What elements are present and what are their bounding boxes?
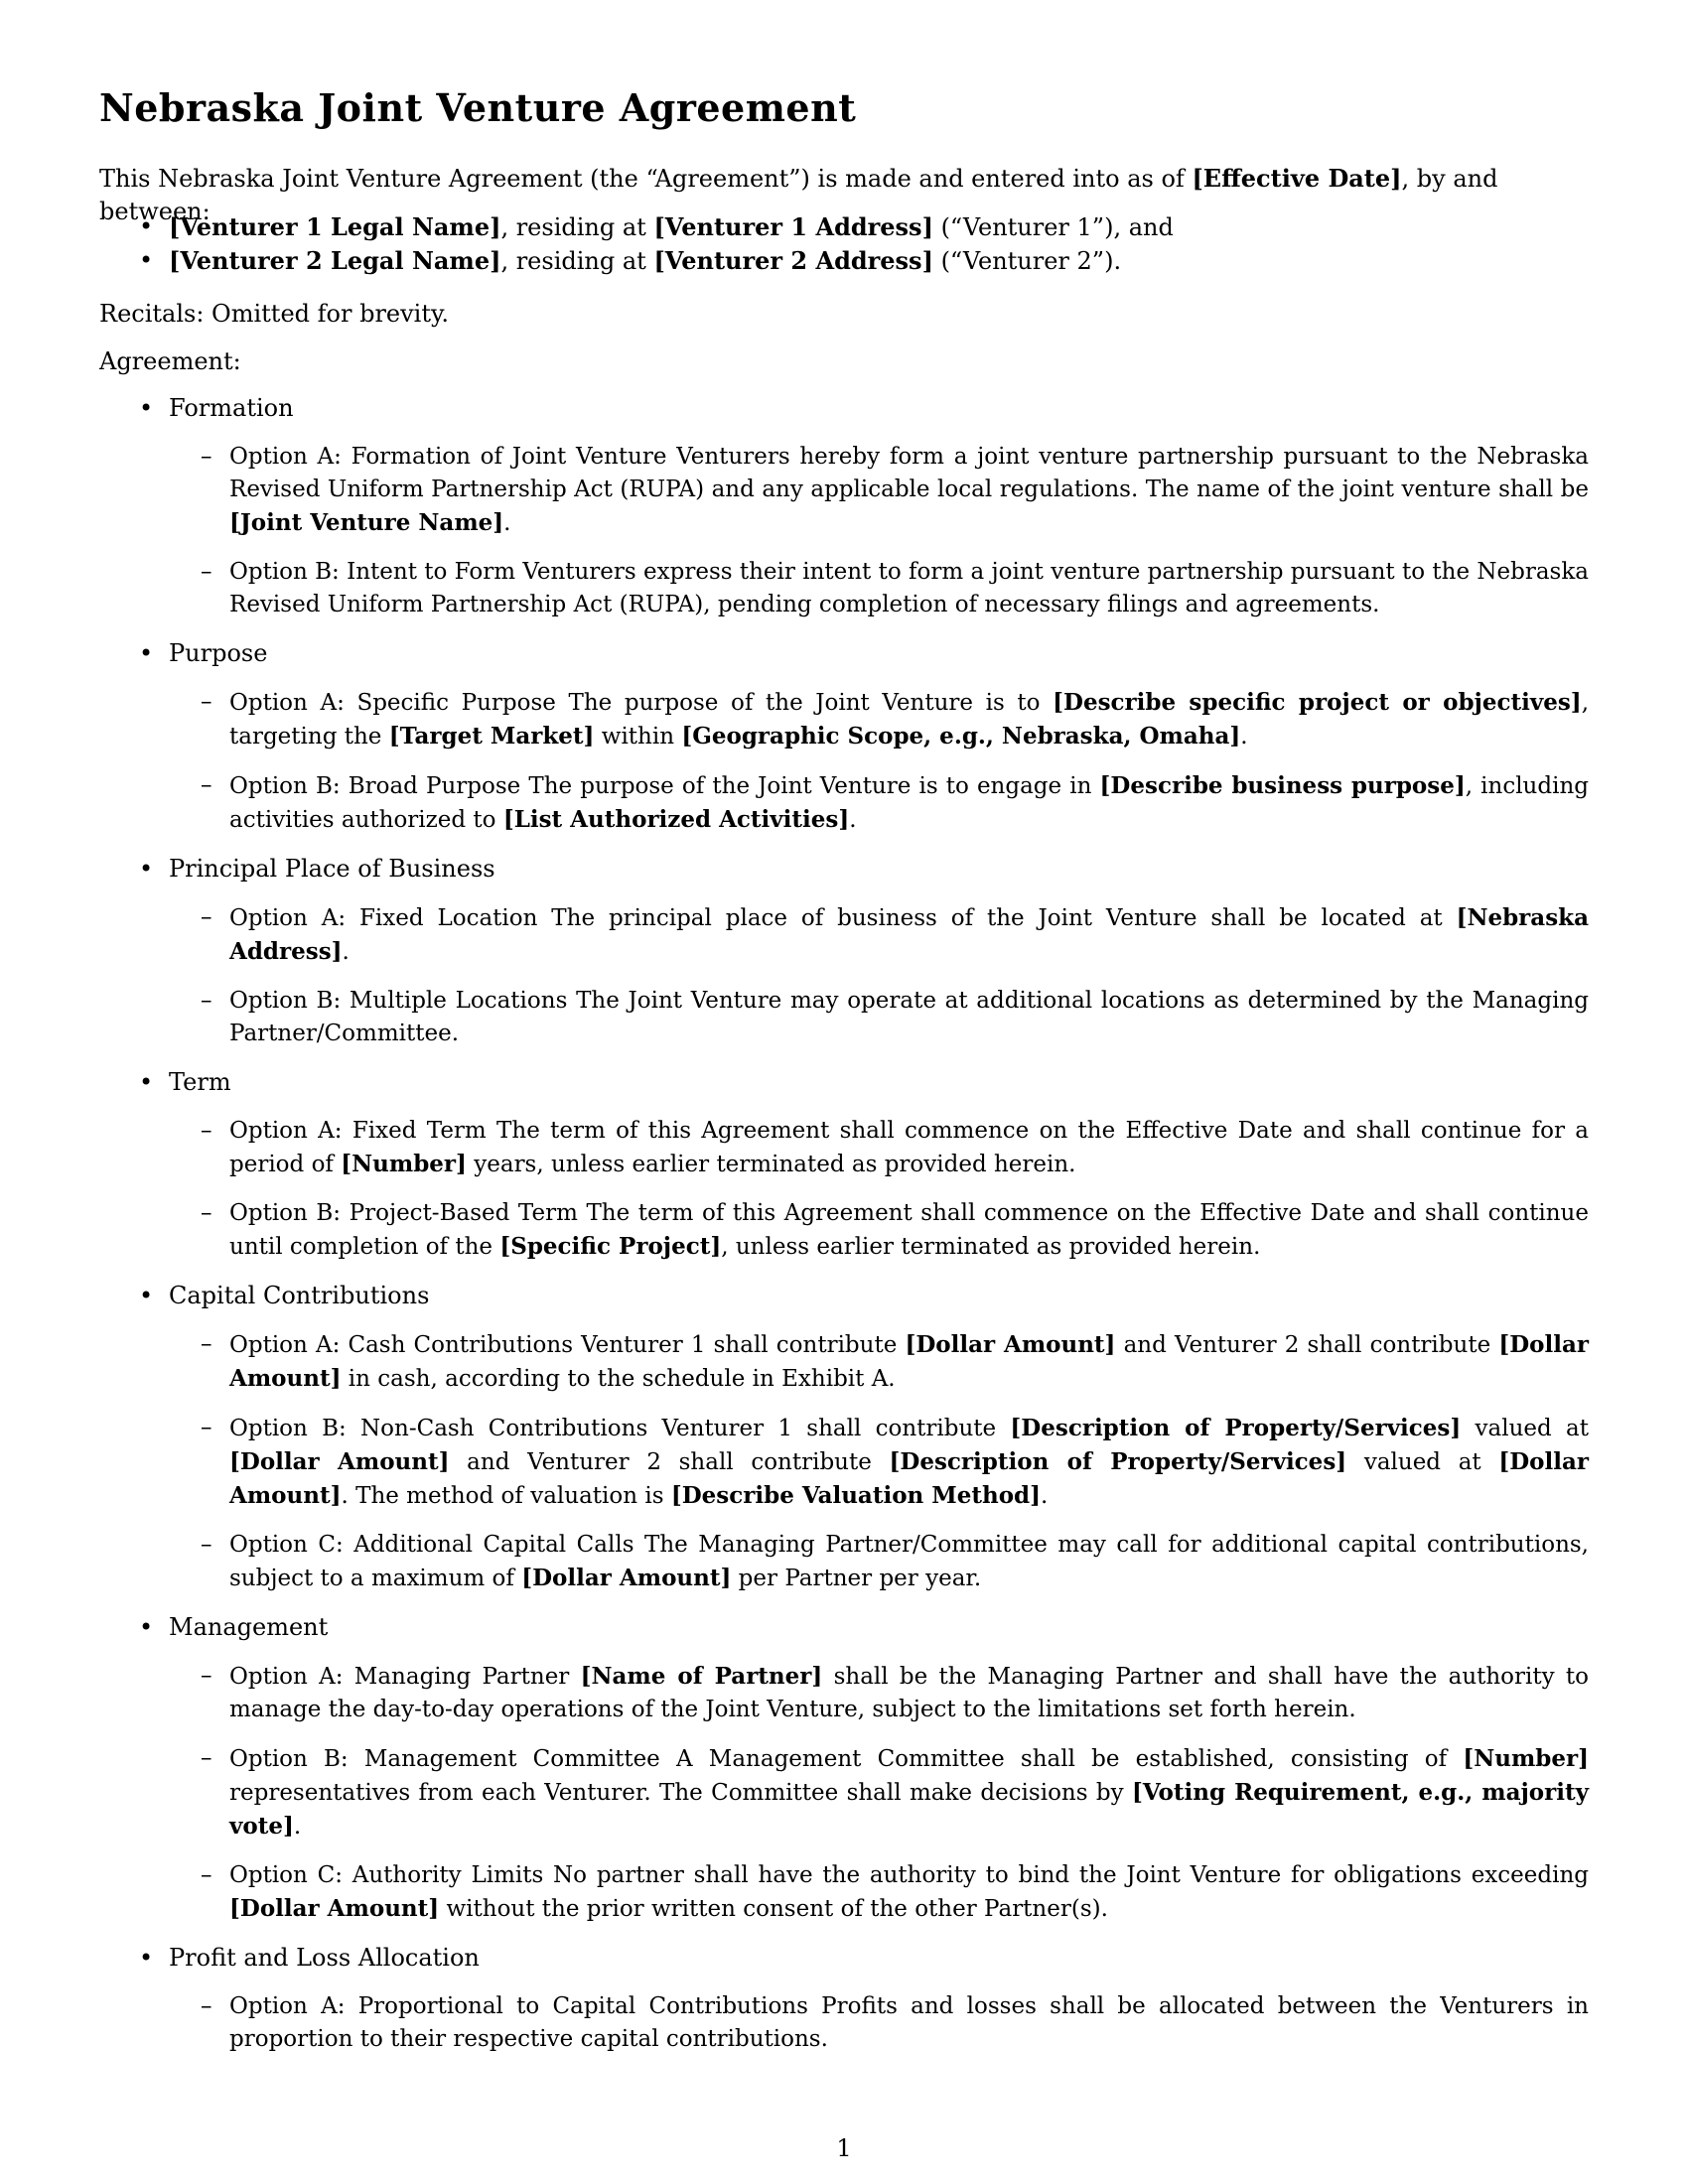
party-address: [Venturer 1 Address] <box>653 212 933 241</box>
option-text: . <box>849 807 857 833</box>
option-item <box>169 1115 1589 1181</box>
party-address: [Venturer 2 Address] <box>653 246 933 275</box>
placeholder-field: [Dollar Amount] <box>229 1895 440 1922</box>
option-item <box>169 1197 1589 1264</box>
effective-date-placeholder: [Effective Date] <box>1192 164 1402 193</box>
party-name: [Venturer 2 Legal Name] <box>169 246 501 275</box>
option-text: Option A: Fixed Location The principal place of business of the Joint Venture shall be located at <box>229 905 1457 931</box>
option-text: . <box>503 510 511 536</box>
options-list <box>169 901 1589 1050</box>
section-title: Profit and Loss Allocation <box>169 1944 480 1972</box>
placeholder-field: [Dollar Amount] <box>229 1448 450 1475</box>
section-item <box>99 1280 1589 1595</box>
option-text: Option B: Project-Based Term The term of this Agreement shall commence on the Effective Date and shall continue until completion of the <box>229 1200 1589 1260</box>
placeholder-field: [Geographic Scope, e.g., Nebraska, Omaha] <box>681 723 1241 750</box>
option-item <box>169 686 1589 753</box>
options-list <box>169 1328 1589 1595</box>
option-text: and Venturer 2 shall contribute <box>1115 1332 1499 1358</box>
option-item <box>169 556 1589 621</box>
option-item <box>169 769 1589 837</box>
option-text: Option A: Formation of Joint Venture Venturers hereby form a joint venture partnership pursuant to the Nebraska Revised Uniform Partnership Act (RUPA) and any applicable local regulations. The name of the joint venture shall be <box>229 444 1589 502</box>
section-title: Capital Contributions <box>169 1282 430 1309</box>
option-text: . The method of valuation is <box>341 1483 671 1509</box>
party-text: , residing at <box>500 213 654 241</box>
party-text: (“Venturer 2”). <box>932 247 1122 275</box>
party-text: (“Venturer 1”), and <box>932 213 1174 241</box>
option-text: Option B: Management Committee A Management Committee shall be established, consisting of <box>229 1746 1464 1772</box>
agreement-label: Agreement: <box>99 347 241 375</box>
option-text: Option B: Broad Purpose The purpose of the Joint Venture is to engage in <box>229 773 1100 799</box>
section-item <box>99 1066 1589 1264</box>
option-text: Option A: Fixed Term The term of this Agreement shall commence on the Effective Date and shall continue for a period of <box>229 1118 1589 1177</box>
placeholder-field: [Target Market] <box>388 723 595 750</box>
sections-list <box>99 392 1589 2072</box>
option-text: valued at <box>1346 1449 1499 1475</box>
option-item <box>169 1660 1589 1726</box>
option-item <box>169 901 1589 969</box>
option-text: , including activities authorized to <box>229 773 1589 833</box>
option-item <box>169 1529 1589 1595</box>
option-item <box>169 441 1589 540</box>
section-title: Formation <box>169 394 294 422</box>
page-number: 1 <box>836 2134 852 2162</box>
option-text: per Partner per year. <box>731 1566 982 1591</box>
placeholder-field: [Nebraska Address] <box>229 904 1589 965</box>
recitals-text: Recitals: Omitted for brevity. <box>99 300 449 328</box>
options-list <box>169 1990 1589 2056</box>
option-text: representatives from each Venturer. The Committee shall make decisions by <box>229 1780 1132 1806</box>
party-item <box>99 210 1589 244</box>
party-item <box>99 244 1589 278</box>
placeholder-field: [Name of Partner] <box>580 1663 823 1690</box>
option-text: Option C: Additional Capital Calls The Managing Partner/Committee may call for additional capital contributions, subject to a maximum of <box>229 1532 1589 1591</box>
option-item <box>169 1859 1589 1926</box>
option-text: . <box>293 1814 302 1840</box>
section-title: Principal Place of Business <box>169 855 495 883</box>
option-text: . <box>342 939 350 965</box>
placeholder-field: [Describe specific project or objectives] <box>1053 689 1582 716</box>
option-item <box>169 1990 1589 2056</box>
option-text: without the prior written consent of the other Partner(s). <box>439 1896 1108 1922</box>
option-text: in cash, according to the schedule in Exhibit A. <box>341 1366 896 1392</box>
option-text: Option C: Authority Limits No partner shall have the authority to bind the Joint Venture for obligations exceeding <box>229 1862 1589 1888</box>
placeholder-field: [Voting Requirement, e.g., majority vote] <box>229 1779 1589 1840</box>
option-text: within <box>594 724 682 750</box>
option-text: Option B: Intent to Form Venturers express their intent to form a joint venture partnership pursuant to the Nebraska Revised Uniform Partnership Act (RUPA), pending completion of necessary filings and agreements. <box>229 559 1589 617</box>
placeholder-field: [Joint Venture Name] <box>229 509 504 536</box>
options-list <box>169 441 1589 621</box>
document-page <box>99 0 1589 2184</box>
option-item <box>169 985 1589 1050</box>
document-title: Nebraska Joint Venture Agreement <box>99 85 857 130</box>
option-text: Option B: Multiple Locations The Joint Venture may operate at additional locations as determined by the Managing Partner/Committee. <box>229 988 1589 1046</box>
options-list <box>169 1660 1589 1926</box>
section-title: Management <box>169 1613 329 1641</box>
placeholder-field: [Dollar Amount] <box>229 1331 1589 1392</box>
option-text: Option A: Proportional to Capital Contributions Profits and losses shall be allocated between the Venturers in proportion to their respective capital contributions. <box>229 1993 1589 2052</box>
option-text: . <box>1240 724 1248 750</box>
option-text: Option A: Specific Purpose The purpose of the Joint Venture is to <box>229 690 1054 716</box>
option-text: Option A: Managing Partner <box>229 1664 581 1690</box>
placeholder-field: [Number] <box>341 1151 467 1177</box>
option-text: years, unless earlier terminated as provided herein. <box>466 1152 1076 1177</box>
option-text: shall be the Managing Partner and shall have the authority to manage the day-to-day operations of the Joint Venture, subject to the limitations set forth herein. <box>229 1664 1590 1722</box>
option-item <box>169 1742 1589 1843</box>
section-item <box>99 1611 1589 1926</box>
party-name: [Venturer 1 Legal Name] <box>169 212 501 241</box>
option-item <box>169 1328 1589 1396</box>
placeholder-field: [Dollar Amount] <box>229 1448 1589 1509</box>
section-item <box>99 392 1589 621</box>
option-text: , targeting the <box>229 690 1589 750</box>
intro-text-end: , by and between: <box>99 165 1498 225</box>
party-text: , residing at <box>500 247 654 275</box>
options-list <box>169 1115 1589 1264</box>
parties-list <box>99 210 1589 278</box>
option-text: and Venturer 2 shall contribute <box>449 1449 890 1475</box>
section-item <box>99 1942 1589 2056</box>
placeholder-field: [Describe business purpose] <box>1099 772 1466 799</box>
section-title: Term <box>169 1068 231 1096</box>
option-text: valued at <box>1461 1416 1589 1441</box>
option-text: Option B: Non-Cash Contributions Venturer 1 shall contribute <box>229 1416 1011 1441</box>
option-text: , unless earlier terminated as provided herein. <box>721 1234 1261 1260</box>
placeholder-field: [List Authorized Activities] <box>502 806 850 833</box>
section-item <box>99 853 1589 1050</box>
option-text: Option A: Cash Contributions Venturer 1 shall contribute <box>229 1332 906 1358</box>
placeholder-field: [Specific Project] <box>499 1233 722 1260</box>
options-list <box>169 686 1589 837</box>
intro-text: This Nebraska Joint Venture Agreement (the “Agreement”) is made and entered into as of <box>99 165 1193 193</box>
placeholder-field: [Number] <box>1463 1745 1589 1772</box>
placeholder-field: [Description of Property/Services] <box>889 1448 1347 1475</box>
placeholder-field: [Dollar Amount] <box>905 1331 1116 1358</box>
placeholder-field: [Description of Property/Services] <box>1010 1415 1462 1441</box>
placeholder-field: [Describe Valuation Method] <box>670 1482 1042 1509</box>
option-text: . <box>1041 1483 1049 1509</box>
option-item <box>169 1412 1589 1513</box>
placeholder-field: [Dollar Amount] <box>521 1565 732 1591</box>
section-item <box>99 637 1589 837</box>
section-title: Purpose <box>169 639 268 667</box>
